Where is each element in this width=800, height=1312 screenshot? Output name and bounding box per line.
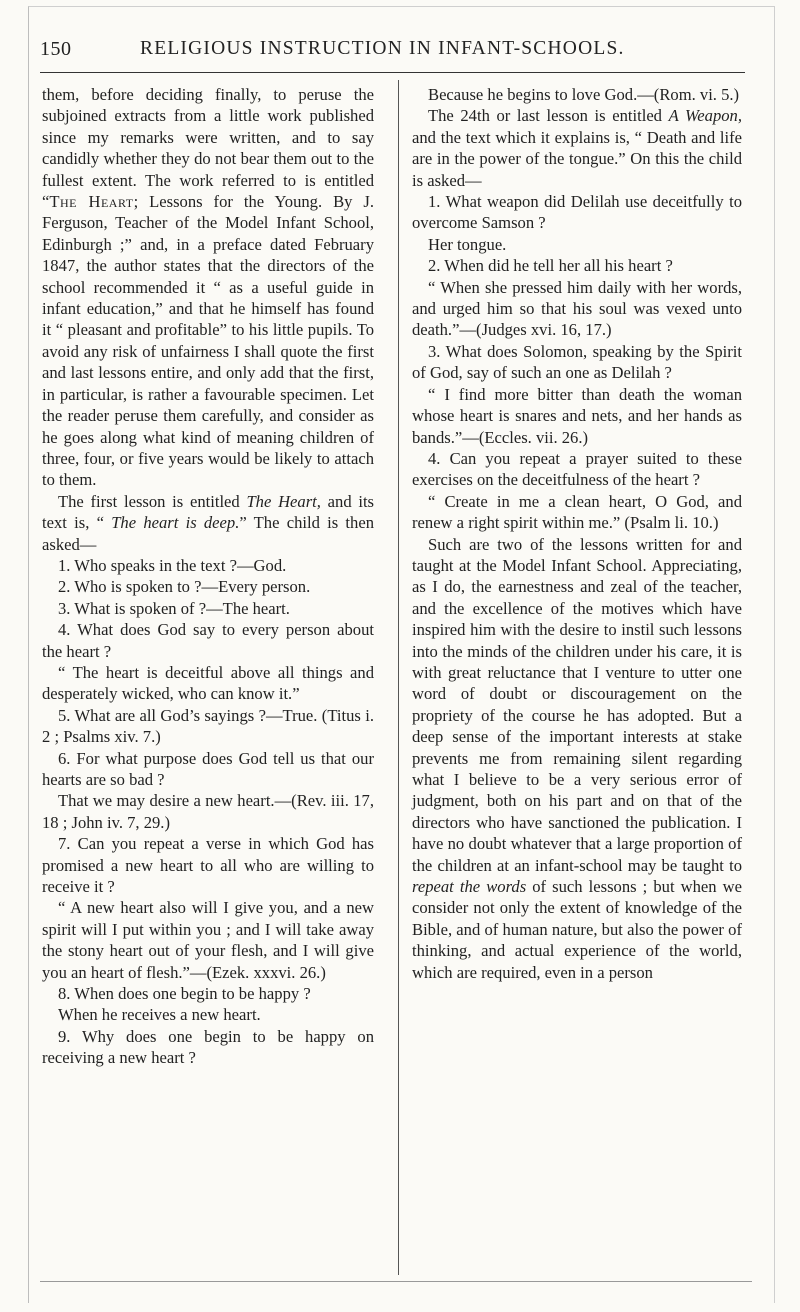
text-run: and the text which it explains is, “ Death and life are in the power of the tongue.” On this the child is asked— xyxy=(412,127,742,190)
header-rule xyxy=(40,72,745,73)
text-run: ” The child is then asked— xyxy=(42,513,374,554)
answer: Because he begins to love God.—(Rom. vi. 5.) xyxy=(428,85,740,104)
paragraph xyxy=(42,491,374,555)
question: 3. What is spoken of ?—The heart. xyxy=(58,598,290,618)
right-column xyxy=(412,84,742,983)
column-divider xyxy=(398,80,399,1275)
answer: When he receives a new heart. xyxy=(58,1005,261,1025)
question: 6. For what purpose does God tell us that our hearts are so bad ? xyxy=(42,748,374,789)
paragraph xyxy=(412,534,742,984)
answer: That we may desire a new heart.—(Rev. iii. 17, 18 ; John iv. 7, 29.) xyxy=(42,791,374,832)
question: 1. What weapon did Delilah use deceitfully to overcome Samson ? xyxy=(412,192,742,233)
question: 5. What are all God’s sayings ?—True. (Titus i. 2 ; Psalms xiv. 7.) xyxy=(42,705,374,747)
paragraph xyxy=(412,105,742,191)
page-number: 150 xyxy=(40,38,72,60)
running-title: RELIGIOUS INSTRUCTION IN INFANT-SCHOOLS. xyxy=(140,38,625,59)
answer: Her tongue. xyxy=(428,234,507,254)
lesson-title: A Weapon, xyxy=(668,106,742,126)
left-column xyxy=(42,84,374,1069)
quotation: “ Create in me a clean heart, O God, and renew a right spirit within me.” (Psalm li. 10.) xyxy=(412,491,742,533)
emphasis: repeat the words xyxy=(412,877,527,897)
text-run: of such lessons ; but when we consider not only the extent of knowledge of the Bible, and of human nature, but also the power of thinking, and actual experience of the world, which are required, even in a person xyxy=(412,877,742,982)
question: 9. Why does one begin to be happy on receiving a new heart ? xyxy=(42,1026,374,1068)
paragraph xyxy=(42,84,374,491)
book-title: The Heart xyxy=(49,192,134,212)
text-run: them, before deciding finally, to peruse the subjoined extracts from a little work published since my remarks were written, and to say candidly whether they do not bear them out to the fullest extent. The work referred to is entitled “ xyxy=(42,85,374,212)
question: 7. Can you repeat a verse in which God has promised a new heart to all who are willing to receive it ? xyxy=(42,834,374,897)
text-run: ; Lessons for the Young. By J. Ferguson, Teacher of the Model Infant School, Edinburgh ;” and, in a preface dated February 1847, the author states that the directors of the school recommended it “ as a useful guide in infant education,” and that he himself has found it “ pleasant and profitable” to his little pupils. To avoid any risk of unfairness I shall quote the first and last lessons entire, and only add that the first, in particular, is rather a favourable specimen. Let the reader peruse them carefully, and consider as he goes along what kind of meaning children of three, four, or five years would be likely to attach to them. xyxy=(42,192,374,490)
quotation: “ A new heart also will I give you, and a new spirit will I put within you ; and I will take away the stony heart out of your flesh, and I will give you an heart of flesh.”—(Ezek. xxxvi. 26.) xyxy=(42,898,374,982)
question: 3. What does Solomon, speaking by the Spirit of God, say of such an one as Delilah ? xyxy=(412,341,742,383)
question: 1. Who speaks in the text ?—God. xyxy=(58,555,287,575)
question: 4. What does God say to every person about the heart ? xyxy=(42,620,374,661)
quotation: “ When she pressed him daily with her words, and urged him so that his soul was vexed unto death.”—(Judges xvi. 16, 17.) xyxy=(412,277,742,340)
text-run: The first lesson is entitled xyxy=(58,491,247,511)
text-run: The 24th or last lesson is entitled xyxy=(428,106,669,126)
question: 4. Can you repeat a prayer suited to these exercises on the deceitfulness of the heart ? xyxy=(412,448,742,490)
question: 2. Who is spoken to ?—Every person. xyxy=(58,577,311,597)
text-run: and its text is, “ xyxy=(42,491,375,533)
bottom-rule xyxy=(40,1281,752,1282)
text-run: Such are two of the lessons written for and taught at the Model Infant School. Appreciating, as I do, the earnestness and zeal of the teacher, and the excellence of the motives which have inspired him with the desire to instil such lessons into the minds of the children under his care, it is with great reluctance that I venture to utter one word of doubt or discouragement on the propriety of the course he has adopted. But a deep sense of the important interests at stake prevents me from remaining silent regarding what I believe to be a very serious error of judgment, both on his part and on that of the directors who have sanctioned the publication. I have no doubt whatever that a large proportion of the children at an infant-school may be taught to xyxy=(412,534,742,875)
lesson-title: The Heart, xyxy=(246,491,321,511)
running-head xyxy=(36,38,736,66)
quotation: “ The heart is deceitful above all things and desperately wicked, who can know it.” xyxy=(42,662,374,704)
quotation: “ I find more bitter than death the woman whose heart is snares and nets, and her hands as bands.”—(Eccles. vii. 26.) xyxy=(412,384,742,447)
question: 8. When does one begin to be happy ? xyxy=(58,984,311,1004)
question: 2. When did he tell her all his heart ? xyxy=(428,256,673,276)
lesson-text: The heart is deep. xyxy=(111,513,240,533)
